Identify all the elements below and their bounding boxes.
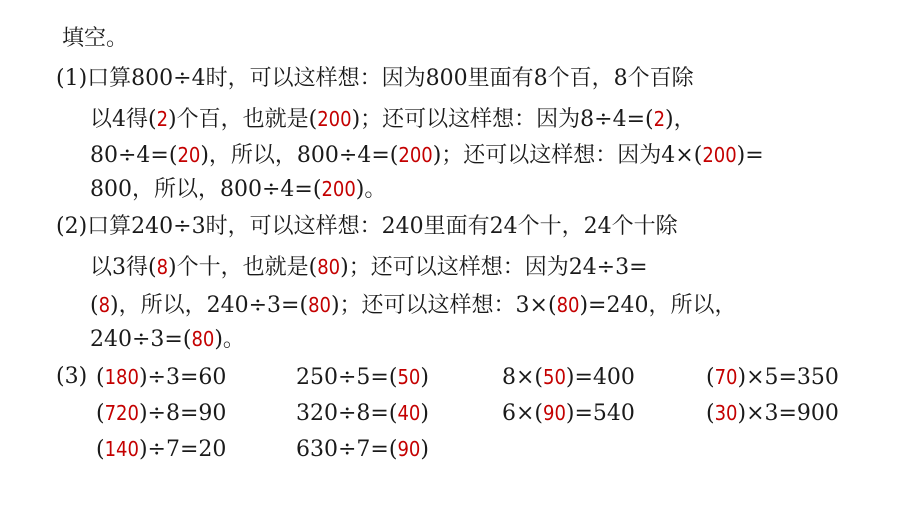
q3-item-9-post: )÷7=20 (138, 437, 227, 462)
q3-item-5-answer: 720 (104, 401, 139, 425)
q3-item-10-post: ) (420, 437, 429, 462)
q3-item-4 (706, 362, 839, 392)
q3-item-7-post: )=540 (565, 401, 635, 426)
q1-line-4 (90, 174, 386, 204)
q1-answer-3: 2 (653, 107, 666, 131)
q1-answer-4: 20 (177, 143, 201, 167)
q1-l4-pre: 800，所以，800÷4=( (90, 177, 322, 202)
q3-item-3-post: )=400 (565, 365, 635, 390)
q3-item-8-answer: 30 (714, 401, 738, 425)
q1-l3-mid2: )；还可以这样想：因为4×( (432, 143, 703, 168)
q3-item-3 (502, 362, 635, 392)
q2-l4-post: )。 (214, 327, 245, 352)
q1-answer-6: 200 (702, 143, 737, 167)
q3-item-6-post: ) (420, 401, 429, 426)
q1-l3-pre: 80÷4=( (90, 143, 178, 168)
q3-item-3-pre: 8×( (502, 365, 544, 390)
q3-item-2 (296, 362, 429, 392)
q2-l2-post: )；还可以这样想：因为24÷3= (340, 255, 648, 280)
q3-item-10-pre: 630÷7=( (296, 437, 398, 462)
q2-line-2 (90, 252, 648, 282)
q1-answer-1: 2 (156, 107, 169, 131)
q2-l3-post: )=240，所以， (579, 293, 737, 318)
q3-item-1-post: )÷3=60 (138, 365, 227, 390)
q1-l3-post: )= (736, 143, 764, 168)
q3-item-5 (96, 398, 226, 428)
q1-l2-mid2: )；还可以这样想：因为8÷4=( (351, 107, 654, 132)
q3-item-9-pre: ( (96, 437, 105, 462)
q1-l2-mid1: )个百，也就是( (168, 107, 318, 132)
q1-line-3 (90, 140, 764, 170)
q3-item-4-post: )×5=350 (737, 365, 839, 390)
exercise-title: 填空。 (62, 26, 129, 51)
q3-item-9 (96, 434, 226, 464)
q2-answer-3: 8 (98, 293, 111, 317)
q2-line-4 (90, 324, 245, 354)
q3-item-1-answer: 180 (104, 365, 139, 389)
q2-line-1: (2)口算240÷3时，可以这样想：240里面有24个十，24个十除 (56, 214, 678, 239)
q2-answer-2: 80 (317, 255, 341, 279)
q3-item-9-answer: 140 (104, 437, 139, 461)
q3-item-10-answer: 90 (397, 437, 421, 461)
q3-item-8 (706, 398, 839, 428)
q1-l4-post: )。 (355, 177, 387, 202)
q2-l2-mid1: )个十，也就是( (168, 255, 318, 280)
q2-line-3 (90, 290, 736, 320)
q3-item-4-answer: 70 (714, 365, 738, 389)
q1-line-2 (90, 104, 696, 134)
q3-item-6-answer: 40 (397, 401, 421, 425)
q3-item-2-pre: 250÷5=( (296, 365, 398, 390)
q1-l2-post: )， (665, 107, 696, 132)
q2-answer-5: 80 (556, 293, 580, 317)
q3-item-2-post: ) (420, 365, 429, 390)
q3-label: (3) (56, 364, 88, 389)
q2-answer-6: 80 (191, 327, 215, 351)
q3-item-1-pre: ( (96, 365, 105, 390)
q2-answer-4: 80 (308, 293, 331, 317)
q1-l2-pre: 以4得( (90, 107, 157, 132)
q1-answer-7: 200 (321, 177, 356, 201)
q1-answer-5: 200 (398, 143, 433, 167)
q3-item-8-post: )×3=900 (737, 401, 839, 426)
q3-item-10 (296, 434, 429, 464)
q2-answer-1: 8 (156, 255, 169, 279)
q3-item-6-pre: 320÷8=( (296, 401, 398, 426)
q3-item-8-pre: ( (706, 401, 715, 426)
q3-item-6 (296, 398, 429, 428)
q3-item-7-pre: 6×( (502, 401, 544, 426)
q1-line-1: (1)口算800÷4时，可以这样想：因为800里面有8个百，8个百除 (56, 66, 694, 91)
q2-l3-mid2: )；还可以这样想：3×( (330, 293, 557, 318)
q3-item-5-post: )÷8=90 (138, 401, 227, 426)
q3-item-5-pre: ( (96, 401, 105, 426)
q3-item-1 (96, 362, 226, 392)
q1-answer-2: 200 (317, 107, 352, 131)
q3-item-2-answer: 50 (397, 365, 421, 389)
q3-item-7-answer: 90 (543, 401, 566, 425)
q3-item-3-answer: 50 (543, 365, 566, 389)
q2-l2-pre: 以3得( (90, 255, 157, 280)
q1-l3-mid1: )，所以，800÷4=( (200, 143, 399, 168)
q3-item-4-pre: ( (706, 365, 715, 390)
q2-l3-pre: ( (90, 293, 99, 318)
q2-l3-mid1: )，所以，240÷3=( (110, 293, 309, 318)
q2-l4-pre: 240÷3=( (90, 327, 192, 352)
q3-item-7 (502, 398, 635, 428)
